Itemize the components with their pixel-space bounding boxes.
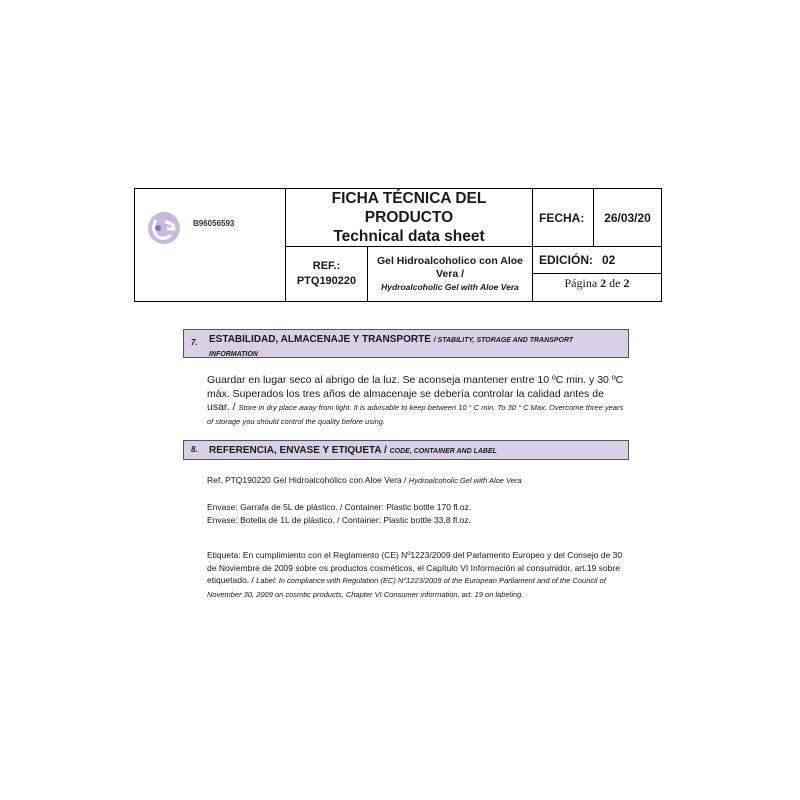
product-name-cell <box>368 247 533 302</box>
page-current: 2 <box>600 276 607 290</box>
section-7-title-spanish: ESTABILIDAD, ALMACENAJE Y TRANSPORTE <box>209 334 431 345</box>
label-text-spanish: Etiqueta: En cumplimiento con el Reglamento (CE) Nº1223/2009 del Parlamento Europeo y del Consejo de 30 de Noviembre de 2009 sobre os productos cosméticos, el Capítulo VI Información al consumidor, art.19 sobre etiquetado. / <box>207 550 623 585</box>
label-text-english: Label: In compliance with Regulation (EC) Nº1223/2009 of the European Parliament and of the Council of November 30, 2009 on cosmtic products, Chapter VI Consumer information, art. 19 on labeling. <box>207 576 606 599</box>
page-prefix: Página <box>564 276 598 290</box>
ref-cell <box>286 247 368 302</box>
section-7-body <box>207 374 627 428</box>
header-table <box>134 188 662 302</box>
product-reference-english: Hydroalcoholic Gel with Aloe Vera <box>408 476 522 485</box>
section-8-number: 8. <box>191 445 198 454</box>
container-info <box>207 501 627 526</box>
document-title <box>286 189 533 247</box>
page-mid: de <box>609 276 621 290</box>
ref-label: REF.: <box>312 260 341 272</box>
section-7-number: 7. <box>191 338 198 347</box>
title-spanish: FICHA TÉCNICA DEL PRODUCTO <box>331 190 487 226</box>
logo-cell <box>135 189 286 302</box>
storage-text-spanish: Guardar en lugar seco al abrigo de la luz. Se aconseja mantener entre 10 ºC min. y 30 ºC máx. Superados los tres años de almacenaje se debería controlar la calidad antes de usar. / <box>207 374 624 413</box>
edicion-label: EDICIÓN: <box>539 253 593 267</box>
company-logo-icon <box>147 211 181 245</box>
label-info <box>207 549 627 601</box>
fecha-value: 26/03/20 <box>594 189 662 247</box>
section-7-title-english: / STABILITY, STORAGE AND TRANSPORT INFORMATION <box>209 337 574 358</box>
edition-page-cell <box>533 247 662 302</box>
section-8-title <box>209 444 619 458</box>
container-line-1: Envase: Garrafa de 5L de plástico. / Container: Plastic bottle 170 fl.oz. <box>207 502 472 512</box>
fecha-label: FECHA: <box>533 189 594 247</box>
page-indicator <box>533 274 661 301</box>
section-8-header <box>183 440 629 460</box>
product-reference-spanish: Ref. PTQ190220 Gel Hidroalcohólico con Aloe Vera / <box>207 475 407 485</box>
section-8-title-english: CODE, CONTAINER AND LABEL <box>389 448 497 455</box>
company-code: B96056593 <box>193 219 235 228</box>
ref-value: PTQ190220 <box>296 275 357 287</box>
section-7-title <box>209 333 619 361</box>
container-line-2: Envase: Botella de 1L de plástico. / Container: Plastic bottle 33,8 fl.oz. <box>207 514 471 525</box>
edicion-value: 02 <box>602 253 616 267</box>
product-name-english: Hydroalcoholic Gel with Aloe Vera <box>381 281 519 292</box>
product-name-spanish: Gel Hidroalcoholico con Aloe Vera / <box>376 254 524 280</box>
page-total: 2 <box>623 276 630 290</box>
product-reference <box>207 474 627 488</box>
section-8-title-spanish: REFERENCIA, ENVASE Y ETIQUETA / <box>209 445 387 456</box>
storage-text-english: Store in dry place away from light. It is advisable to keep between 10 ° C min. To 30 ° C Max. Overcome three years of storage you should control the quality before using. <box>207 403 624 426</box>
section-7-header <box>183 329 629 358</box>
title-english: Technical data sheet <box>333 228 485 245</box>
